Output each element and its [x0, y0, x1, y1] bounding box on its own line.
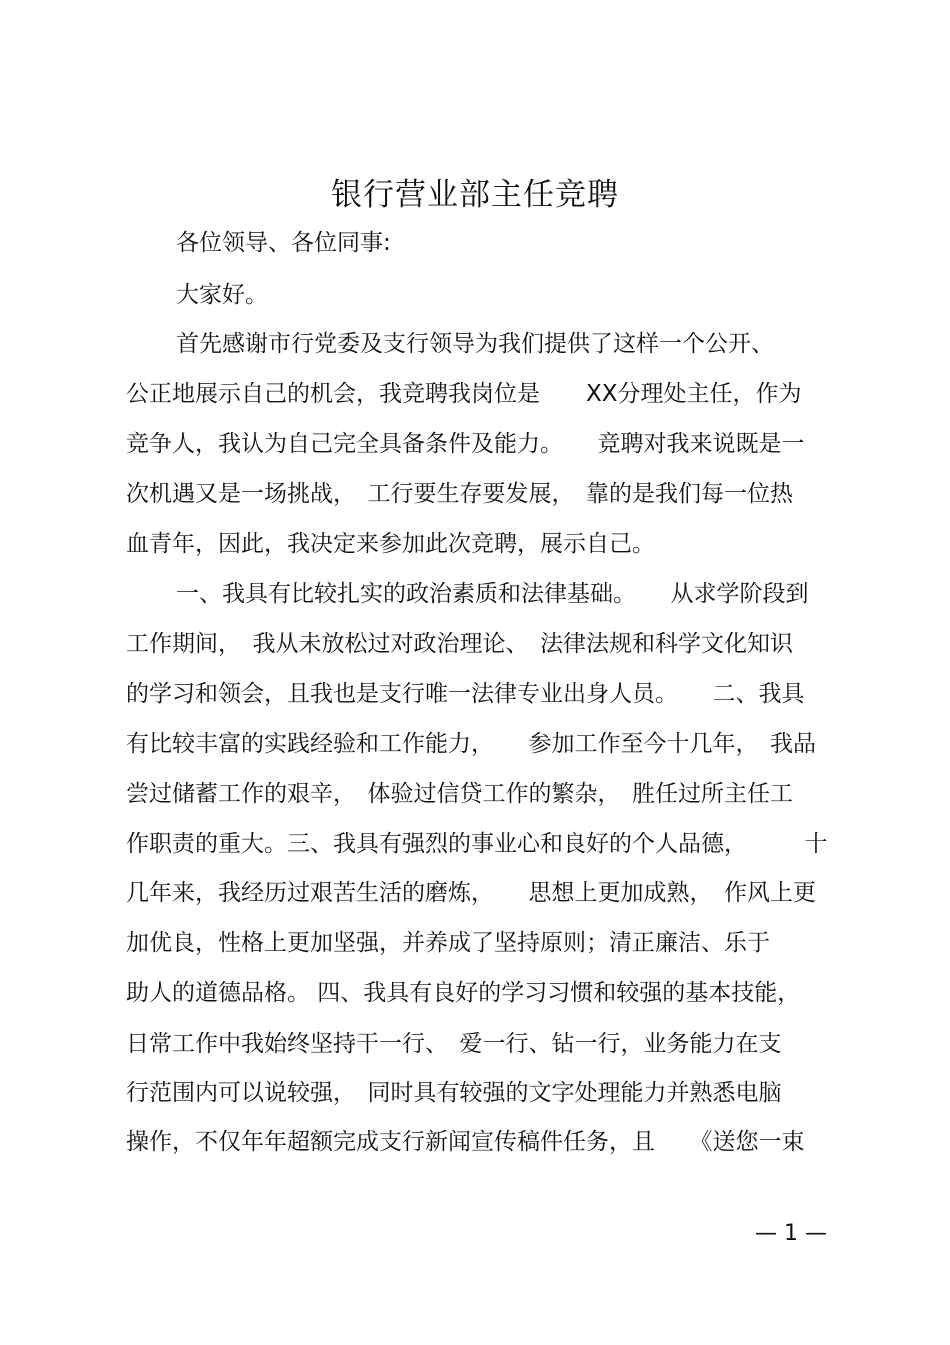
document-title: 银行营业部主任竞聘: [331, 177, 619, 213]
greeting-line: 各位领导、各位同事:: [176, 230, 391, 256]
body-line: 行范围内可以说较强， 同时具有较强的文字处理能力并熟悉电脑: [126, 1080, 782, 1106]
body-line: 作职责的重大。三、我具有强烈的事业心和良好的个人品德， 十: [126, 831, 828, 857]
page-number: — 1 —: [755, 1221, 827, 1246]
body-line: 几年来，我经历过艰苦生活的磨炼， 思想上更加成熟， 作风上更: [126, 880, 816, 906]
body-line: 竞争人，我认为自己完全具备条件及能力。 竞聘对我来说既是一: [126, 431, 805, 457]
salutation-line: 大家好。: [176, 282, 268, 308]
body-line: 次机遇又是一场挑战， 工行要生存要发展， 靠的是我们每一位热: [126, 481, 793, 507]
body-line: 助人的道德品格。 四、我具有良好的学习习惯和较强的基本技能，: [126, 980, 801, 1006]
body-line: 工作期间， 我从未放松过对政治理论、 法律法规和科学文化知识: [126, 631, 793, 657]
body-line: 加优良，性格上更加坚强，并养成了坚持原则；清正廉洁、乐于: [126, 930, 770, 956]
body-line: 一、我具有比较扎实的政治素质和法律基础。 从求学阶段到: [176, 581, 809, 607]
body-line: 有比较丰富的实践经验和工作能力， 参加工作至今十几年， 我品: [126, 731, 816, 757]
body-line: 首先感谢市行党委及支行领导为我们提供了这样一个公开、: [176, 331, 774, 357]
body-line: 日常工作中我始终坚持干一行、 爱一行、钻一行，业务能力在支: [126, 1031, 782, 1057]
body-line: 尝过储蓄工作的艰辛， 体验过信贷工作的繁杂， 胜任过所主任工: [126, 781, 793, 807]
body-line: 的学习和领会，且我也是支行唯一法律专业出身人员。 二、我具: [126, 681, 805, 707]
body-line: 操作，不仅年年超额完成支行新闻宣传稿件任务，且 《送您一束: [126, 1129, 805, 1155]
body-line: 血青年，因此，我决定来参加此次竞聘，展示自己。: [126, 531, 655, 557]
body-line: 公正地展示自己的机会，我竞聘我岗位是 XX分理处主任，作为: [126, 381, 802, 407]
